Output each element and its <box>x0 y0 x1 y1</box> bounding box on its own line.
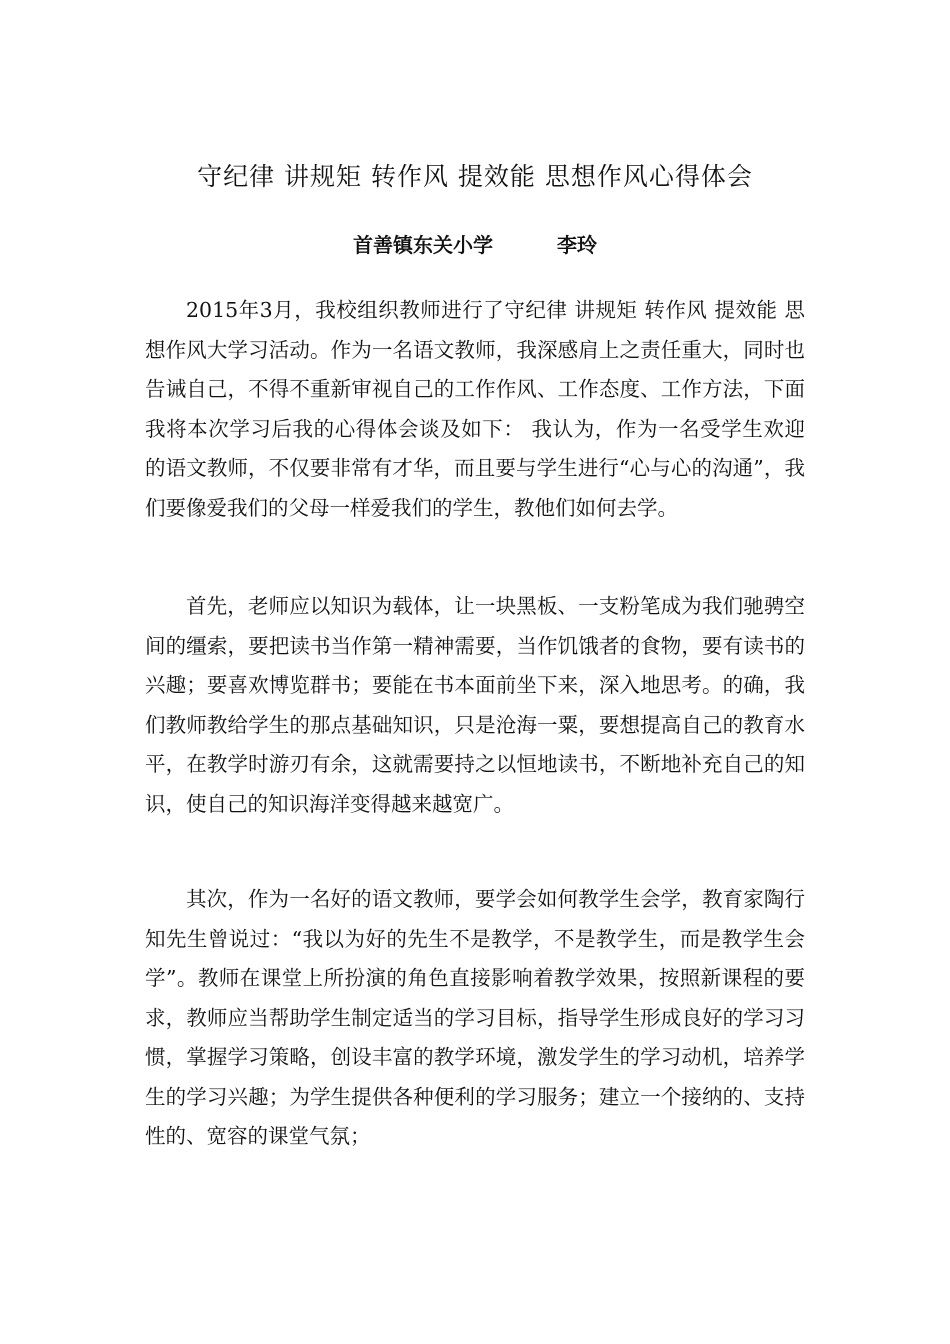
paragraph-second-point: 其次，作为一名好的语文教师，要学会如何教学生会学，教育家陶行知先生曾说过：“我以为好的先生不是教学，不是教学生，而是教学生会学”。教师在课堂上所扮演的角色直接影响着教学效果，按照新课程的要求，教师应当帮助学生制定适当的学习目标，指导学生形成良好的学习习惯，掌握学习策略，创设丰富的教学环境，激发学生的学习动机，培养学生的学习兴趣；为学生提供各种便利的学习服务；建立一个接纳的、支持性的、宽容的课堂气氛； <box>145 887 805 1148</box>
school-name: 首善镇东关小学 <box>353 233 493 257</box>
paragraph-first-point: 首先，老师应以知识为载体，让一块黑板、一支粉笔成为我们驰骋空间的缰索，要把读书当作第一精神需要，当作饥饿者的食物，要有读书的兴趣；要喜欢博览群书；要能在书本面前坐下来，深入地思考。的确，我们教师教给学生的那点基础知识，只是沧海一粟，要想提高自己的教育水平，在教学时游刃有余，这就需要持之以恒地读书，不断地补充自己的知识，使自己的知识海洋变得越来越宽广。 <box>145 594 805 816</box>
byline <box>0 228 950 262</box>
paragraph-intro: 2015年3月，我校组织教师进行了守纪律 讲规矩 转作风 提效能 思想作风大学习活动。作为一名语文教师，我深感肩上之责任重大，同时也告诫自己，不得不重新审视自己的工作作风、工作态度、工作方法，下面我将本次学习后我的心得体会谈及如下： 我认为，作为一名受学生欢迎的语文教师，不仅要非常有才华，而且要与学生进行“心与心的沟通”，我们要像爱我们的父母一样爱我们的学生，教他们如何去学。 <box>145 298 805 520</box>
document-title: 守纪律 讲规矩 转作风 提效能 思想作风心得体会 <box>197 162 753 191</box>
author-name: 李玲 <box>557 233 597 257</box>
